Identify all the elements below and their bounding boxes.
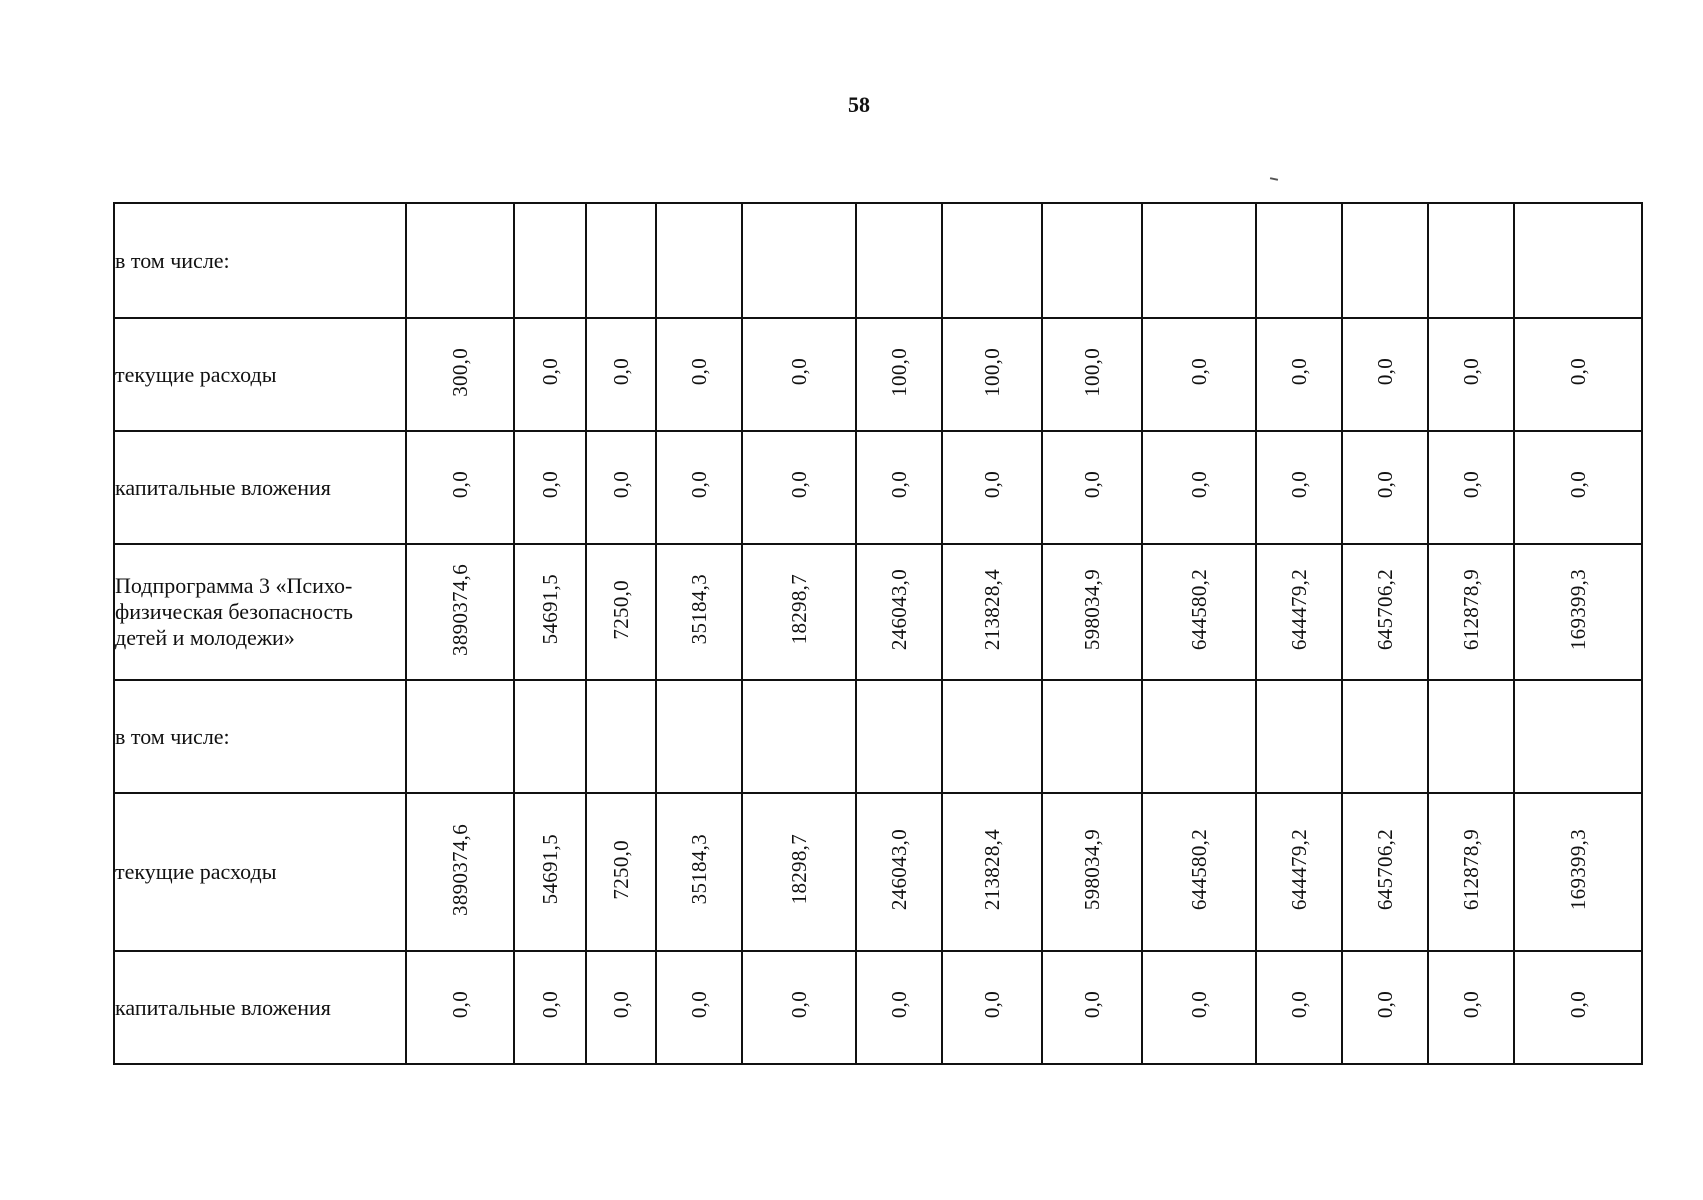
value-cell xyxy=(742,951,856,1064)
cell-value: 7250,0 xyxy=(608,579,633,640)
value-cell xyxy=(1042,203,1142,318)
row-label: капитальные вложения xyxy=(114,431,406,544)
value-cell xyxy=(1256,951,1342,1064)
value-cell xyxy=(1142,793,1256,951)
value-cell xyxy=(1428,431,1514,544)
value-cell xyxy=(1142,203,1256,318)
table-row xyxy=(114,793,1642,951)
value-cell xyxy=(856,544,942,680)
value-cell xyxy=(1042,318,1142,431)
value-cell xyxy=(1042,793,1142,951)
value-cell xyxy=(742,680,856,793)
cell-value: 598034,9 xyxy=(1079,568,1104,651)
value-cell xyxy=(514,203,586,318)
cell-value: 0,0 xyxy=(608,471,633,499)
cell-value: 0,0 xyxy=(1458,471,1483,499)
cell-value: 0,0 xyxy=(1372,471,1397,499)
cell-value: 644580,2 xyxy=(1186,568,1211,651)
value-cell xyxy=(586,203,656,318)
value-cell xyxy=(1142,680,1256,793)
cell-value: 0,0 xyxy=(686,471,711,499)
cell-value: 35184,3 xyxy=(686,834,711,905)
row-label: Подпрограмма 3 «Психо-физическая безопасность детей и молодежи» xyxy=(114,544,406,680)
value-cell xyxy=(406,793,514,951)
value-cell xyxy=(1342,951,1428,1064)
value-cell xyxy=(742,431,856,544)
value-cell xyxy=(1042,431,1142,544)
value-cell xyxy=(742,318,856,431)
value-cell xyxy=(1256,318,1342,431)
row-label: в том числе: xyxy=(114,680,406,793)
value-cell xyxy=(406,544,514,680)
table-row xyxy=(114,203,1642,318)
value-cell xyxy=(656,793,742,951)
value-cell xyxy=(742,203,856,318)
cell-value: 0,0 xyxy=(1565,358,1590,386)
value-cell xyxy=(1142,544,1256,680)
cell-value: 35184,3 xyxy=(686,574,711,645)
cell-value: 0,0 xyxy=(1565,471,1590,499)
value-cell xyxy=(1256,544,1342,680)
value-cell xyxy=(1142,431,1256,544)
value-cell xyxy=(406,431,514,544)
value-cell xyxy=(514,318,586,431)
value-cell xyxy=(1256,680,1342,793)
value-cell xyxy=(856,951,942,1064)
cell-value: 0,0 xyxy=(1286,358,1311,386)
page-number: 58 xyxy=(848,92,870,117)
cell-value: 18298,7 xyxy=(786,834,811,905)
table-body xyxy=(114,203,1642,1064)
value-cell xyxy=(586,951,656,1064)
value-cell xyxy=(856,431,942,544)
value-cell xyxy=(406,680,514,793)
value-cell xyxy=(856,793,942,951)
cell-value: 0,0 xyxy=(686,991,711,1019)
cell-value: 18298,7 xyxy=(786,574,811,645)
value-cell xyxy=(1428,951,1514,1064)
value-cell xyxy=(1342,680,1428,793)
row-label: капитальные вложения xyxy=(114,951,406,1064)
cell-value: 7250,0 xyxy=(608,839,633,900)
value-cell xyxy=(1514,544,1642,680)
value-cell xyxy=(514,680,586,793)
value-cell xyxy=(406,318,514,431)
value-cell xyxy=(514,793,586,951)
cell-value: 100,0 xyxy=(979,347,1004,397)
cell-value: 54691,5 xyxy=(537,574,562,645)
value-cell xyxy=(1256,431,1342,544)
value-cell xyxy=(1042,680,1142,793)
value-cell xyxy=(942,318,1042,431)
cell-value: 0,0 xyxy=(537,358,562,386)
value-cell xyxy=(586,793,656,951)
cell-value: 0,0 xyxy=(1079,471,1104,499)
cell-value: 0,0 xyxy=(1458,358,1483,386)
value-cell xyxy=(586,431,656,544)
budget-table xyxy=(113,202,1643,1065)
value-cell xyxy=(1342,431,1428,544)
value-cell xyxy=(1256,793,1342,951)
table-row xyxy=(114,680,1642,793)
cell-value: 246043,0 xyxy=(886,568,911,651)
value-cell xyxy=(1142,951,1256,1064)
value-cell xyxy=(406,203,514,318)
cell-value: 213828,4 xyxy=(979,568,1004,651)
value-cell xyxy=(856,203,942,318)
value-cell xyxy=(856,680,942,793)
value-cell xyxy=(656,680,742,793)
cell-value: 598034,9 xyxy=(1079,828,1104,911)
value-cell xyxy=(1428,544,1514,680)
cell-value: 644479,2 xyxy=(1286,568,1311,651)
cell-value: 0,0 xyxy=(447,471,472,499)
cell-value: 0,0 xyxy=(608,358,633,386)
value-cell xyxy=(1514,318,1642,431)
cell-value: 0,0 xyxy=(1186,991,1211,1019)
cell-value: 169399,3 xyxy=(1565,828,1590,911)
value-cell xyxy=(656,544,742,680)
cell-value: 0,0 xyxy=(1286,991,1311,1019)
cell-value: 100,0 xyxy=(886,347,911,397)
value-cell xyxy=(1342,544,1428,680)
cell-value: 0,0 xyxy=(979,471,1004,499)
value-cell xyxy=(1042,951,1142,1064)
value-cell xyxy=(942,951,1042,1064)
value-cell xyxy=(1428,680,1514,793)
cell-value: 645706,2 xyxy=(1372,568,1397,651)
value-cell xyxy=(1514,951,1642,1064)
table-row xyxy=(114,318,1642,431)
cell-value: 0,0 xyxy=(886,991,911,1019)
value-cell xyxy=(1514,203,1642,318)
table-row xyxy=(114,431,1642,544)
value-cell xyxy=(942,680,1042,793)
cell-value: 246043,0 xyxy=(886,828,911,911)
value-cell xyxy=(942,203,1042,318)
value-cell xyxy=(1342,203,1428,318)
value-cell xyxy=(656,203,742,318)
cell-value: 0,0 xyxy=(979,991,1004,1019)
value-cell xyxy=(1342,318,1428,431)
value-cell xyxy=(1428,793,1514,951)
cell-value: 644580,2 xyxy=(1186,828,1211,911)
value-cell xyxy=(1514,680,1642,793)
row-label: в том числе: xyxy=(114,203,406,318)
value-cell xyxy=(586,680,656,793)
cell-value: 0,0 xyxy=(537,471,562,499)
cell-value: 0,0 xyxy=(1458,991,1483,1019)
value-cell xyxy=(942,431,1042,544)
cell-value: 300,0 xyxy=(447,347,472,397)
cell-value: 3890374,6 xyxy=(447,563,472,656)
cell-value: 100,0 xyxy=(1079,347,1104,397)
cell-value: 0,0 xyxy=(1372,991,1397,1019)
value-cell xyxy=(942,793,1042,951)
table-row xyxy=(114,544,1642,680)
cell-value: 0,0 xyxy=(786,991,811,1019)
value-cell xyxy=(1142,318,1256,431)
cell-value: 54691,5 xyxy=(537,834,562,905)
value-cell xyxy=(656,318,742,431)
cell-value: 644479,2 xyxy=(1286,828,1311,911)
cell-value: 0,0 xyxy=(608,991,633,1019)
value-cell xyxy=(1342,793,1428,951)
cell-value: 612878,9 xyxy=(1458,568,1483,651)
value-cell xyxy=(742,793,856,951)
value-cell xyxy=(1428,203,1514,318)
value-cell xyxy=(406,951,514,1064)
cell-value: 0,0 xyxy=(886,471,911,499)
cell-value: 0,0 xyxy=(1186,471,1211,499)
value-cell xyxy=(942,544,1042,680)
value-cell xyxy=(1042,544,1142,680)
scan-mark xyxy=(1270,177,1278,181)
cell-value: 0,0 xyxy=(686,358,711,386)
cell-value: 0,0 xyxy=(537,991,562,1019)
cell-value: 0,0 xyxy=(447,991,472,1019)
value-cell xyxy=(514,544,586,680)
value-cell xyxy=(1256,203,1342,318)
value-cell xyxy=(586,318,656,431)
value-cell xyxy=(1514,793,1642,951)
cell-value: 169399,3 xyxy=(1565,568,1590,651)
cell-value: 0,0 xyxy=(1372,358,1397,386)
value-cell xyxy=(514,951,586,1064)
value-cell xyxy=(742,544,856,680)
value-cell xyxy=(1514,431,1642,544)
cell-value: 612878,9 xyxy=(1458,828,1483,911)
cell-value: 3890374,6 xyxy=(447,823,472,916)
value-cell xyxy=(1428,318,1514,431)
cell-value: 645706,2 xyxy=(1372,828,1397,911)
cell-value: 0,0 xyxy=(1286,471,1311,499)
row-label: текущие расходы xyxy=(114,318,406,431)
cell-value: 213828,4 xyxy=(979,828,1004,911)
value-cell xyxy=(514,431,586,544)
cell-value: 0,0 xyxy=(786,471,811,499)
value-cell xyxy=(856,318,942,431)
cell-value: 0,0 xyxy=(1079,991,1104,1019)
row-label: текущие расходы xyxy=(114,793,406,951)
cell-value: 0,0 xyxy=(1186,358,1211,386)
value-cell xyxy=(656,431,742,544)
value-cell xyxy=(586,544,656,680)
cell-value: 0,0 xyxy=(786,358,811,386)
table-row xyxy=(114,951,1642,1064)
cell-value: 0,0 xyxy=(1565,991,1590,1019)
value-cell xyxy=(656,951,742,1064)
